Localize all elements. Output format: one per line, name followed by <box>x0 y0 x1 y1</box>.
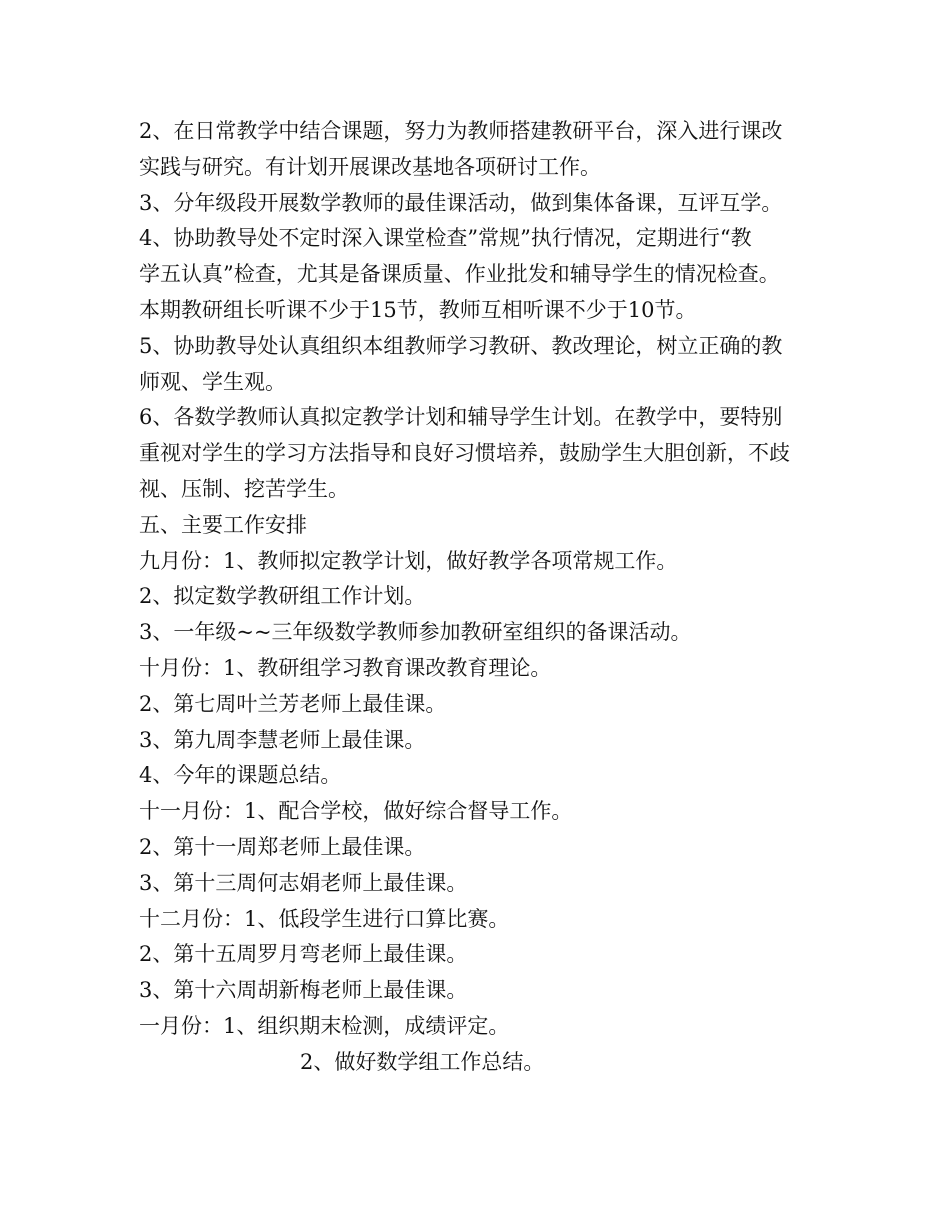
section-heading: 五、主要工作安排 <box>139 512 307 537</box>
schedule-month-september: 九月份：1、教师拟定教学计划，做好教学各项常规工作。 <box>139 548 678 573</box>
schedule-item: 4、今年的课题总结。 <box>139 763 342 788</box>
schedule-month-january: 一月份：1、组织期末检测，成绩评定。 <box>139 1013 510 1038</box>
schedule-item: 2、第十五周罗月弯老师上最佳课。 <box>139 942 468 967</box>
text-line: 重视对学生的学习方法指导和良好习惯培养，鼓励学生大胆创新，不歧 <box>139 441 790 466</box>
document-body <box>139 114 839 1081</box>
schedule-item: 3、第九周李慧老师上最佳课。 <box>139 727 426 752</box>
schedule-item: 2、第七周叶兰芳老师上最佳课。 <box>139 691 447 716</box>
schedule-item: 3、第十三周何志娟老师上最佳课。 <box>139 870 468 895</box>
text-line: 5、协助教导处认真组织本组教师学习教研、教改理论，树立正确的教 <box>139 333 783 358</box>
schedule-month-december: 十二月份：1、低段学生进行口算比赛。 <box>139 906 510 931</box>
text-line: 4、协助教导处不定时深入课堂检查”常规”执行情况，定期进行“教 <box>139 226 752 251</box>
text-line: 学五认真”检查，尤其是备课质量、作业批发和辅导学生的情况检查。 <box>139 262 780 287</box>
schedule-item: 2、第十一周郑老师上最佳课。 <box>139 834 426 859</box>
text-line: 3、分年级段开展数学教师的最佳课活动，做到集体备课，互评互学。 <box>139 190 783 215</box>
schedule-item: 3、第十六周胡新梅老师上最佳课。 <box>139 978 468 1003</box>
text-line: 本期教研组长听课不少于15节，教师互相听课不少于10节。 <box>139 297 697 322</box>
text-line: 实践与研究。有计划开展课改基地各项研讨工作。 <box>139 154 601 179</box>
text-line: 师观、学生观。 <box>139 369 286 394</box>
text-line: 6、各数学教师认真拟定教学计划和辅导学生计划。在教学中，要特别 <box>139 405 783 430</box>
text-line: 视、压制、挖苦学生。 <box>139 476 349 501</box>
schedule-item: 2、拟定数学教研组工作计划。 <box>139 584 426 609</box>
schedule-item: 2、做好数学组工作总结。 <box>300 1049 545 1074</box>
schedule-month-october: 十月份：1、教研组学习教育课改教育理论。 <box>139 655 552 680</box>
schedule-month-november: 十一月份：1、配合学校，做好综合督导工作。 <box>139 799 573 824</box>
text-line: 2、在日常教学中结合课题，努力为教师搭建教研平台，深入进行课改 <box>139 119 783 143</box>
schedule-item: 3、一年级~~三年级数学教师参加教研室组织的备课活动。 <box>139 620 692 645</box>
